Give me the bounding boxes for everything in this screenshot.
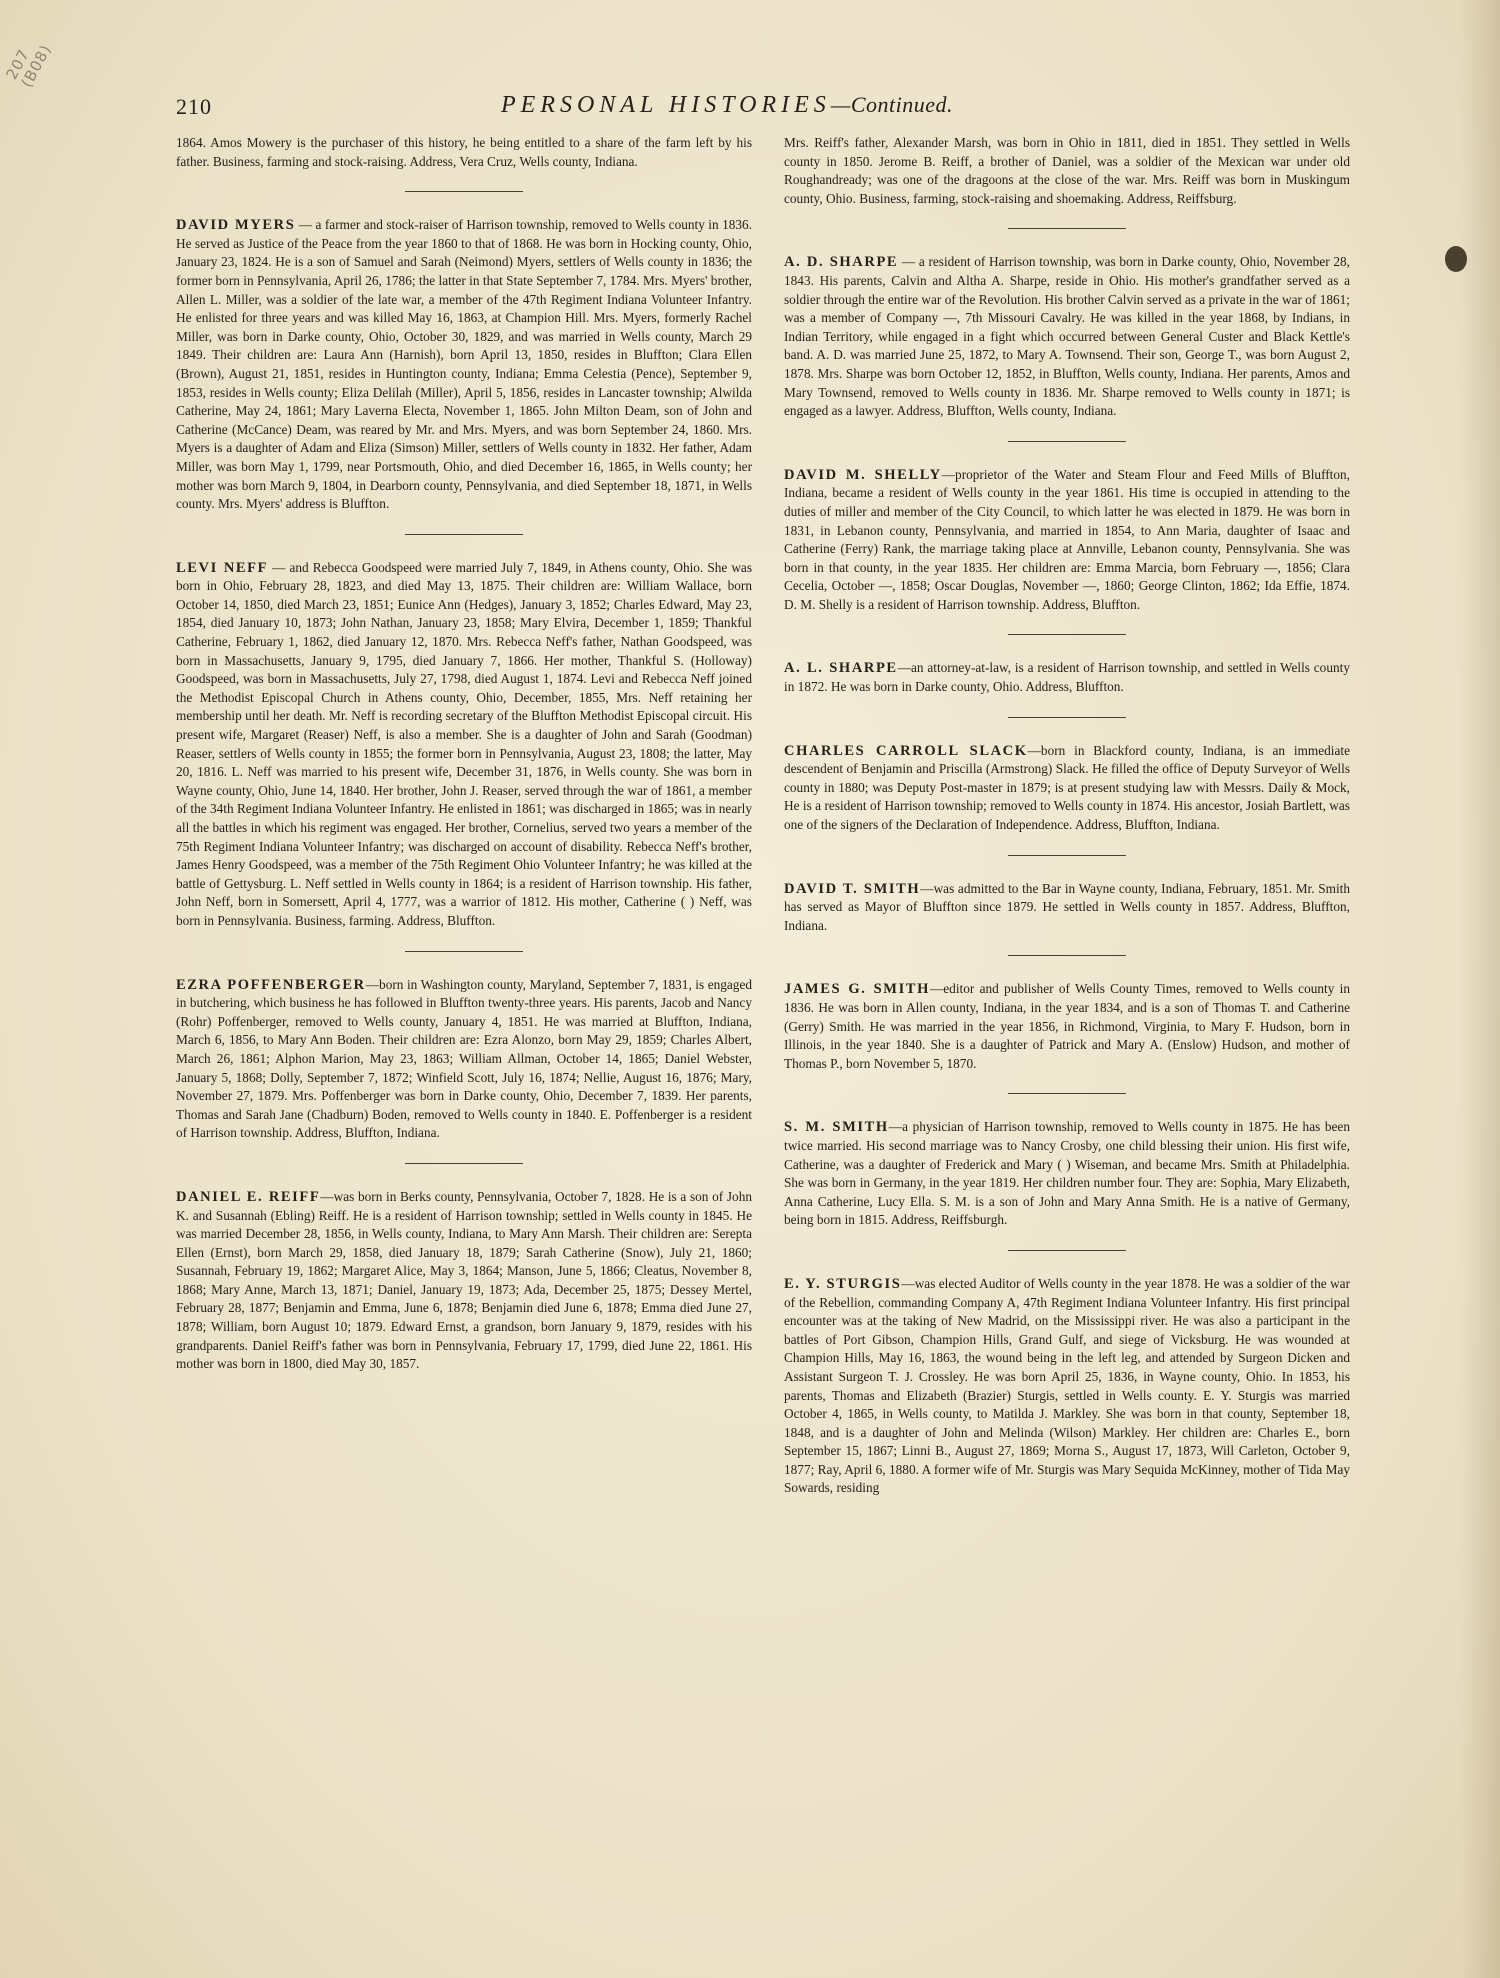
entry-james-g-smith [784, 980, 1350, 1073]
entry-body: —editor and publisher of Wells County Times, removed to Wells county in 1836. He was born in Allen county, Indiana, in the year 1834, and is a son of Thomas T. and Catherine (Gerry) Smith. He was married in the year 1856, in Richmond, Virginia, to Mary F. Hudson, born in Illinois, in the year 1840. She is a daughter of Patrick and Mary A. (Enslow) Hudson, and mother of Thomas P., born November 5, 1870. [784, 981, 1350, 1071]
entry-body: —proprietor of the Water and Steam Flour and Feed Mills of Bluffton, Indiana, became a resident of Wells county in the year 1861. His time is occupied in attending to the duties of miller and member of the City Council, to which latter he was elected in 1879. He was born in 1831, in Lebanon county, Pennsylvania, and married in 1854, to Ann Maria, daughter of Isaac and Catherine (Ferry) Rank, the marriage taking place at Annville, Lebanon county, Pennsylvania. She was born in that county, in the year 1835. Her children are: Emma Marcia, born February —, 1856; Clara Cecelia, October —, 1858; Oscar Douglas, November —, 1860; George Clinton, 1862; Ida Effie, 1874. D. M. Shelly is a resident of Harrison township. Address, Bluffton. [784, 466, 1350, 612]
page-header-title: PERSONAL HISTORIES [501, 92, 831, 118]
separator-rule [405, 191, 523, 192]
entry-body: — and Rebecca Goodspeed were married July 7, 1849, in Athens county, Ohio. She was born in Ohio, February 28, 1823, and died May 13, 1875. Their children are: William Wallace, born October 14, 1850, died March 23, 1851; Eunice Ann (Hedges), January 3, 1852; Charles Edward, May 23, 1854, died January 10, 1873; John Nathan, January 23, 1858; Mary Elvira, December 1, 1859; Thankful Catherine, February 1, 1862, died January 12, 1870. Mrs. Rebecca Neff's father, Nathan Goodspeed, was born in Massachusetts, January 9, 1795, died January 7, 1866. Her mother, Thankful S. (Holloway) Goodspeed, was born in Massachusetts, July 27, 1798, died August 1, 1874. Levi and Rebecca Neff joined the Methodist Episcopal Church in Athens county, Ohio, December, 1855, Mrs. Neff retaining her membership until her death. Mr. Neff is recording secretary of the Bluffton Methodist Episcopal circuit. His present wife, Margaret (Reaser) Neff, is also a member. She is a daughter of John and Sarah (Goodman) Reaser, settlers of Wells county in 1855; the former born in Pennsylvania, August 23, 1808; the latter, May 20, 1816. L. Neff was married to his present wife, December 31, 1876, in Wells county. She was born in Wayne county, Ohio, June 14, 1840. Her brother, John J. Reaser, served through the war of 1861, a member of the 34th Regiment Indiana Volunteer Infantry. He enlisted in 1861; was discharged in 1865; was in nearly all the battles in which his regiment was engaged. Her brother, Cornelius, served two years a member of the 75th Regiment Indiana Volunteer Infantry; was discharged on account of disability. Rebecca Neff's brother, James Henry Goodspeed, was a member of the 75th Regiment Ohio Volunteer Infantry; he was killed at the battle of Gettysburg. L. Neff settled in Wells county in 1864; is a resident of Harrison township. His father, John Neff, born in Somersett, April 4, 1777, was a warrior of 1812. His mother, Catherine ( ) Neff, was born in Pennsylvania. Business, farming. Address, Bluffton. [176, 559, 752, 928]
entry-body: —was elected Auditor of Wells county in the year 1878. He was a soldier of the war of the Rebellion, commanding Company A, 47th Regiment Indiana Volunteer Infantry. His first principal encounter was at the taking of New Madrid, on the Mississippi river. He was also a participant in the battles of Port Gibson, Champion Hills, Grand Gulf, and siege of Vicksburg. He was wounded at Champion Hills, May 16, 1863, the wound being in the left leg, and attended by Surgeon Dicken and Assistant Surgeon T. J. Crossley. He was born April 25, 1836, in Wayne county, Ohio. In 1853, his parents, Thomas and Elizabeth (Brazier) Sturgis, settled in Wells county. E. Y. Sturgis was married October 4, 1865, in Wells county, to Matilda J. Markley. She was born in that county, September 18, 1848, and is a daughter of John and Melinda (Wilson) Markley. Her children are: Charles E., born September 15, 1867; Linni B., August 27, 1869; Morna S., August 17, 1873, Will Carleton, October 9, 1877; Ray, April 6, 1880. A former wife of Mr. Sturgis was Mary Sequida McKinney, mother of Tida May Sowards, residing [784, 1275, 1350, 1496]
pencil-annotation: 207 (B08) [2, 41, 56, 91]
entry-name: E. Y. STURGIS [784, 1275, 902, 1292]
entry-name: CHARLES CARROLL SLACK [784, 742, 1028, 759]
separator-rule [1008, 634, 1126, 635]
entry-name: EZRA POFFENBERGER [176, 976, 366, 993]
entry-david-m-shelly [784, 466, 1350, 615]
entry-name: A. L. SHARPE [784, 660, 898, 677]
entry-david-t-smith [784, 880, 1350, 936]
separator-rule [405, 951, 523, 952]
entry-ey-sturgis [784, 1275, 1350, 1498]
entry-continuation-reiff [784, 134, 1350, 208]
entry-body: —born in Washington county, Maryland, September 7, 1831, is engaged in butchering, which business he has followed in Bluffton twenty-three years. His parents, Jacob and Nancy (Rohr) Poffenberger, removed to Wells county, January 4, 1851. He was married at Bluffton, Indiana, March 6, 1856, to Mary Ann Boden. Their children are: Ezra Alonzo, born May 29, 1859; Charles Albert, March 26, 1861; Alphon Marion, May 23, 1863; William Allman, October 14, 1865; Daniel Webster, January 5, 1868; Dolly, September 7, 1872; Winfield Scott, July 16, 1874; Nellie, August 16, 1876; Mary, November 27, 1879. Mrs. Poffenberger was born in Darke county, Ohio, December 7, 1839. Her parents, Thomas and Sarah Jane (Chadburn) Boden, removed to Wells county in 1840. E. Poffenberger is a resident of Harrison township. Address, Bluffton, Indiana. [176, 976, 752, 1141]
entry-ad-sharpe [784, 253, 1350, 420]
entry-body: —was born in Berks county, Pennsylvania, October 7, 1828. He is a son of John K. and Susannah (Ebling) Reiff. He is a resident of Harrison township; settled in Wells county in 1845. He was married December 28, 1856, in Wells county, Indiana, to Mary Ann Marsh. Their children are: Serepta Ellen (Ernst), born March 29, 1858, died January 18, 1879; Sarah Catherine (Snow), July 21, 1860; Susannah, February 19, 1862; Margaret Alice, May 3, 1864; Manson, June 5, 1866; Cleatus, November 8, 1868; Mary Anne, March 13, 1871; Daniel, January 19, 1873; Ada, December 25, 1875; Dessey Mertel, February 28, 1877; Benjamin and Emma, June 6, 1878; Benjamin died June 6, 1878; Emma died June 27, 1878; William, born August 10; 1879. Edward Ernst, a grandson, born January 9, 1879, resides with his grandparents. Daniel Reiff's father was born in Pennsylvania, February 17, 1799, died June 22, 1861. His mother was born in 1800, died May 30, 1857. [176, 1188, 752, 1372]
separator-rule [1008, 1093, 1126, 1094]
entry-body: —was admitted to the Bar in Wayne county, Indiana, February, 1851. Mr. Smith has served as Mayor of Bluffton since 1879. He settled in Wells county in 1857. Address, Bluffton, Indiana. [784, 880, 1350, 933]
entry-daniel-reiff [176, 1188, 752, 1374]
entry-name: A. D. SHARPE [784, 254, 899, 271]
entry-body: 1864. Amos Mowery is the purchaser of this history, he being entitled to a share of the farm left by his father. Business, farming and stock-raising. Address, Vera Cruz, Wells county, Indiana. [176, 135, 752, 169]
entry-name: LEVI NEFF [176, 559, 269, 576]
entry-body: —born in Blackford county, Indiana, is an immediate descendent of Benjamin and Priscilla (Armstrong) Slack. He filled the office of Deputy Surveyor of Wells county in 1880; was Deputy Post-master in 1879; is at present studying law with Messrs. Daily & Mock, He is a resident of Harrison township; removed to Wells county in 1874. His ancestor, Josiah Bartlett, was one of the signers of the Declaration of Independence. Address, Bluffton, Indiana. [784, 742, 1350, 833]
entry-name: DAVID M. SHELLY [784, 466, 942, 483]
entry-sm-smith [784, 1118, 1350, 1230]
entry-charles-carroll-slack [784, 742, 1350, 835]
entry-name: DANIEL E. REIFF [176, 1188, 321, 1205]
entry-al-sharpe [784, 659, 1350, 696]
entry-ezra-poffenberger [176, 976, 752, 1143]
separator-rule [1008, 1250, 1126, 1251]
separator-rule [405, 534, 523, 535]
entry-levi-neff [176, 559, 752, 931]
page-edge-shadow [1460, 0, 1500, 1978]
left-column [176, 134, 752, 1374]
separator-rule [1008, 441, 1126, 442]
page-header [501, 92, 953, 119]
separator-rule [1008, 228, 1126, 229]
entry-body: —a physician of Harrison township, removed to Wells county in 1875. He has been twice married. His second marriage was to Nancy Crosby, one child blessing their union. His first wife, Catherine, was a daughter of Frederick and Mary ( ) Wiseman, and became Mrs. Smith at Philadelphia. She was born in Germany, in the year 1819. Her children number four. They are: Sophia, Mary Elizabeth, Anna Catherine, Lucy Ella. S. M. is a son of John and Mary Anna Smith. He is a native of Germany, being born in 1815. Address, Reiffsburgh. [784, 1119, 1350, 1228]
entry-name: DAVID T. SMITH [784, 880, 921, 897]
ink-blot [1445, 246, 1467, 272]
entry-body: —an attorney-at-law, is a resident of Harrison township, and settled in Wells county in 1872. He was born in Darke county, Ohio. Address, Bluffton. [784, 660, 1350, 695]
separator-rule [1008, 717, 1126, 718]
separator-rule [1008, 955, 1126, 956]
page-number: 210 [176, 94, 212, 119]
separator-rule [1008, 855, 1126, 856]
entry-name: DAVID MYERS [176, 217, 296, 234]
page-header-continued: —Continued. [830, 92, 954, 117]
entry-body: — a farmer and stock-raiser of Harrison township, removed to Wells county in 1836. He served as Justice of the Peace from the year 1860 to that of 1868. He was born in Hocking county, Ohio, January 23, 1824. He is a son of Samuel and Sarah (Neimond) Myers, settlers of Wells county in 1836; the former born in Pennsylvania, April 26, 1786; the latter in that State September 7, 1784. Mrs. Myers' brother, Allen L. Miller, was a soldier of the late war, a member of the 47th Regiment Indiana Volunteer Infantry. He enlisted for three years and was killed May 16, 1863, at Champion Hill. Mrs. Myers, formerly Rachel Miller, was born in Darke county, Ohio, October 30, 1829, and was married in Wells county, March 29 1849. Their children are: Laura Ann (Harnish), born April 13, 1850, resides in Bluffton; Clara Ellen (Brown), August 21, 1851, resides in Huntington county, Indiana; Emma Celestia (Pence), September 9, 1853, resides in Wells county; Eliza Delilah (Miller), April 5, 1856, resides in Lancaster township; Alwilda Catherine, May 24, 1861; Mary Laverna Electa, November 1, 1865. John Milton Deam, son of John and Catherine (McCance) Deam, was reared by Mr. and Mrs. Myers, and was born September 24, 1860. Mrs. Myers is a daughter of Adam and Eliza (Simson) Miller, settlers of Wells county in 1832. Her father, Adam Miller, was born May 1, 1799, near Portsmouth, Ohio, and died December 16, 1865, in Wells county; her mother was born March 9, 1804, in Dearborn county, Pennsylvania, and died September 18, 1871, in Wells county. Mrs. Myers' address is Bluffton. [176, 217, 752, 512]
entry-body: — a resident of Harrison township, was born in Darke county, Ohio, November 28, 1843. His parents, Calvin and Altha A. Sharpe, reside in Ohio. His mother's grandfather served as a soldier through the entire war of the Revolution. His brother Calvin served as a private in the war of 1861; was a member of Company —, 7th Missouri Cavalry. He was killed in the year 1868, by Indians, in Indian Territory, while engaged in a fight which occurred between General Custer and Black Kettle's band. A. D. was married June 25, 1872, to Mary A. Townsend. Their son, George T., was born August 2, 1878. Mrs. Sharpe was born October 12, 1852, in Bluffton, Wells county, Indiana. Her parents, Amos and Mary Townsend, removed to Wells county in 1836. Mr. Sharpe removed to Wells county in 1871; is engaged as a lawyer. Address, Bluffton, Wells county, Indiana. [784, 254, 1350, 419]
entry-continuation-mowery [176, 134, 752, 171]
entry-body: Mrs. Reiff's father, Alexander Marsh, was born in Ohio in 1811, died in 1851. They settled in Wells county in 1850. Jerome B. Reiff, a brother of Daniel, was a soldier of the Mexican war under old Roughandready; was one of the dragoons at the close of the war. Mrs. Reiff was born in Muskingum county, Ohio. Business, farming, stock-raising and shoemaking. Address, Reiffsburg. [784, 135, 1350, 206]
entry-name: S. M. SMITH [784, 1119, 889, 1136]
right-column [784, 134, 1350, 1498]
entry-david-myers [176, 216, 752, 514]
entry-name: JAMES G. SMITH [784, 981, 930, 998]
separator-rule [405, 1163, 523, 1164]
